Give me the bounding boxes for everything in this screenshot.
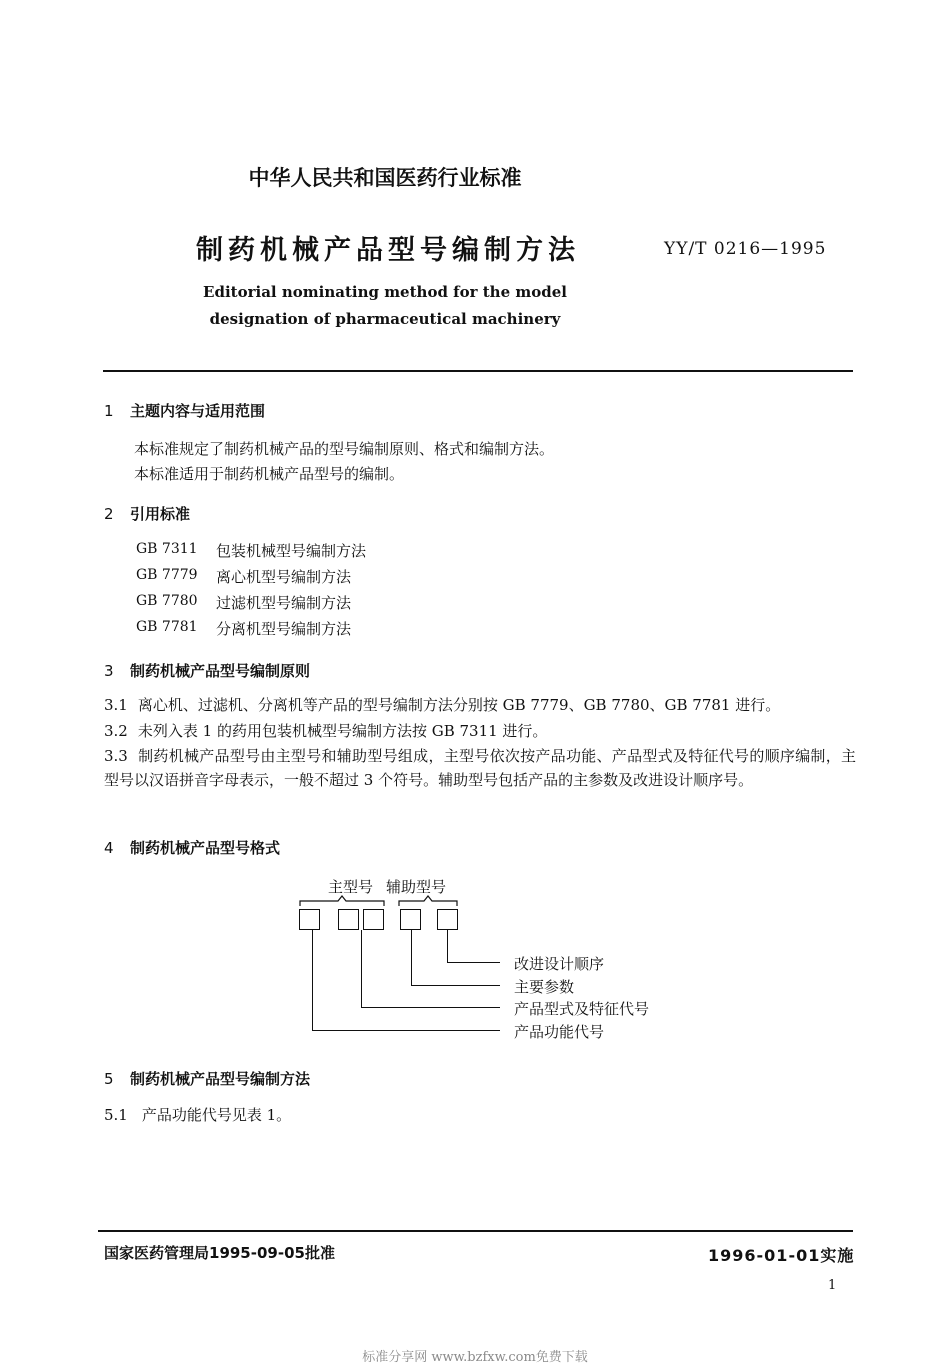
clause-number: 3.3 bbox=[104, 747, 128, 765]
clause-number: 3.2 bbox=[104, 722, 128, 740]
clause-text: 产品功能代号见表 1。 bbox=[141, 1106, 292, 1124]
watermark: 标准分享网 www.bzfxw.com免费下载 bbox=[362, 1350, 588, 1365]
document-title: 制药机械产品型号编制方法 bbox=[196, 235, 580, 266]
model-format-diagram bbox=[280, 868, 680, 1048]
english-title-line-2: designation of pharmaceutical machinery bbox=[209, 310, 561, 328]
callout-main-param: 主要参数 bbox=[514, 978, 575, 996]
revision-box bbox=[437, 909, 458, 930]
page-number: 1 bbox=[828, 1278, 837, 1293]
main-model-label: 主型号 bbox=[328, 878, 374, 896]
clause-text: 制药机械产品型号由主型号和辅助型号组成，主型号依次按产品功能、产品型式及特征代号的顺序编制，主型号以汉语拼音字母表示，一般不超过 3 个符号。辅助型号包括产品的主参数及改进设计顺序号。 bbox=[104, 747, 856, 789]
reference-code: GB 7781 bbox=[136, 619, 198, 635]
section-5-heading bbox=[104, 1068, 310, 1089]
clause-text: 离心机、过滤机、分离机等产品的型号编制方法分别按 GB 7779、GB 7780、GB 7781 进行。 bbox=[137, 696, 781, 714]
clause-text: 未列入表 1 的药用包装机械型号编制方法按 GB 7311 进行。 bbox=[137, 722, 548, 740]
section-number: 1 bbox=[104, 402, 114, 420]
callout-function: 产品功能代号 bbox=[514, 1023, 605, 1041]
aux-model-brace bbox=[399, 896, 457, 906]
callout-form-feature: 产品型式及特征代号 bbox=[514, 1000, 650, 1018]
english-title-line-1: Editorial nominating method for the model bbox=[203, 283, 567, 301]
standard-category: 中华人民共和国医药行业标准 bbox=[248, 166, 522, 190]
reference-name: 分离机型号编制方法 bbox=[216, 620, 352, 638]
leader-line bbox=[312, 930, 313, 1031]
section-title: 制药机械产品型号编制方法 bbox=[130, 1070, 311, 1088]
clause-number: 3.1 bbox=[104, 696, 128, 714]
clause-5-1 bbox=[104, 1104, 291, 1125]
aux-model-label: 辅助型号 bbox=[386, 878, 447, 896]
section-2-heading bbox=[104, 503, 190, 524]
function-code-box bbox=[299, 909, 320, 930]
effective-date: 1996-01-01实施 bbox=[708, 1246, 855, 1265]
leader-line bbox=[361, 930, 362, 1008]
section-number: 4 bbox=[104, 839, 114, 857]
main-param-box bbox=[400, 909, 421, 930]
section-number: 2 bbox=[104, 505, 114, 523]
section-title: 主题内容与适用范围 bbox=[130, 402, 266, 420]
leader-line bbox=[411, 985, 500, 986]
leader-line bbox=[447, 962, 500, 963]
clause-3-1 bbox=[104, 693, 856, 717]
feature-code-box bbox=[363, 909, 384, 930]
reference-code: GB 7779 bbox=[136, 567, 198, 583]
section-number: 3 bbox=[104, 662, 114, 680]
section-title: 制药机械产品型号格式 bbox=[130, 839, 281, 857]
clause-3-2 bbox=[104, 719, 856, 743]
footer-divider bbox=[98, 1230, 853, 1232]
reference-code: GB 7311 bbox=[136, 541, 198, 557]
brace-lines bbox=[280, 868, 480, 913]
reference-name: 过滤机型号编制方法 bbox=[216, 594, 352, 612]
section-3-heading bbox=[104, 660, 310, 681]
reference-name: 包装机械型号编制方法 bbox=[216, 542, 367, 560]
section-title: 引用标准 bbox=[130, 505, 191, 523]
section-1-paragraph: 本标准规定了制药机械产品的型号编制原则、格式和编制方法。 bbox=[134, 440, 555, 458]
approval-note: 国家医药管理局1995-09-05批准 bbox=[104, 1244, 335, 1262]
section-4-heading bbox=[104, 837, 280, 858]
leader-line bbox=[411, 930, 412, 986]
section-title: 制药机械产品型号编制原则 bbox=[130, 662, 311, 680]
leader-line bbox=[312, 1030, 500, 1031]
main-model-brace bbox=[300, 896, 384, 906]
section-1-heading bbox=[104, 400, 265, 421]
section-number: 5 bbox=[104, 1070, 114, 1088]
form-code-box bbox=[338, 909, 359, 930]
standard-code: YY/T 0216—1995 bbox=[664, 239, 827, 259]
reference-code: GB 7780 bbox=[136, 593, 198, 609]
section-1-paragraph: 本标准适用于制药机械产品型号的编制。 bbox=[134, 465, 405, 483]
clause-number: 5.1 bbox=[104, 1106, 128, 1124]
header-divider bbox=[103, 370, 853, 372]
reference-name: 离心机型号编制方法 bbox=[216, 568, 352, 586]
leader-line bbox=[361, 1007, 500, 1008]
leader-line bbox=[447, 930, 448, 963]
clause-3-3 bbox=[104, 744, 856, 792]
callout-revision: 改进设计顺序 bbox=[514, 955, 605, 973]
